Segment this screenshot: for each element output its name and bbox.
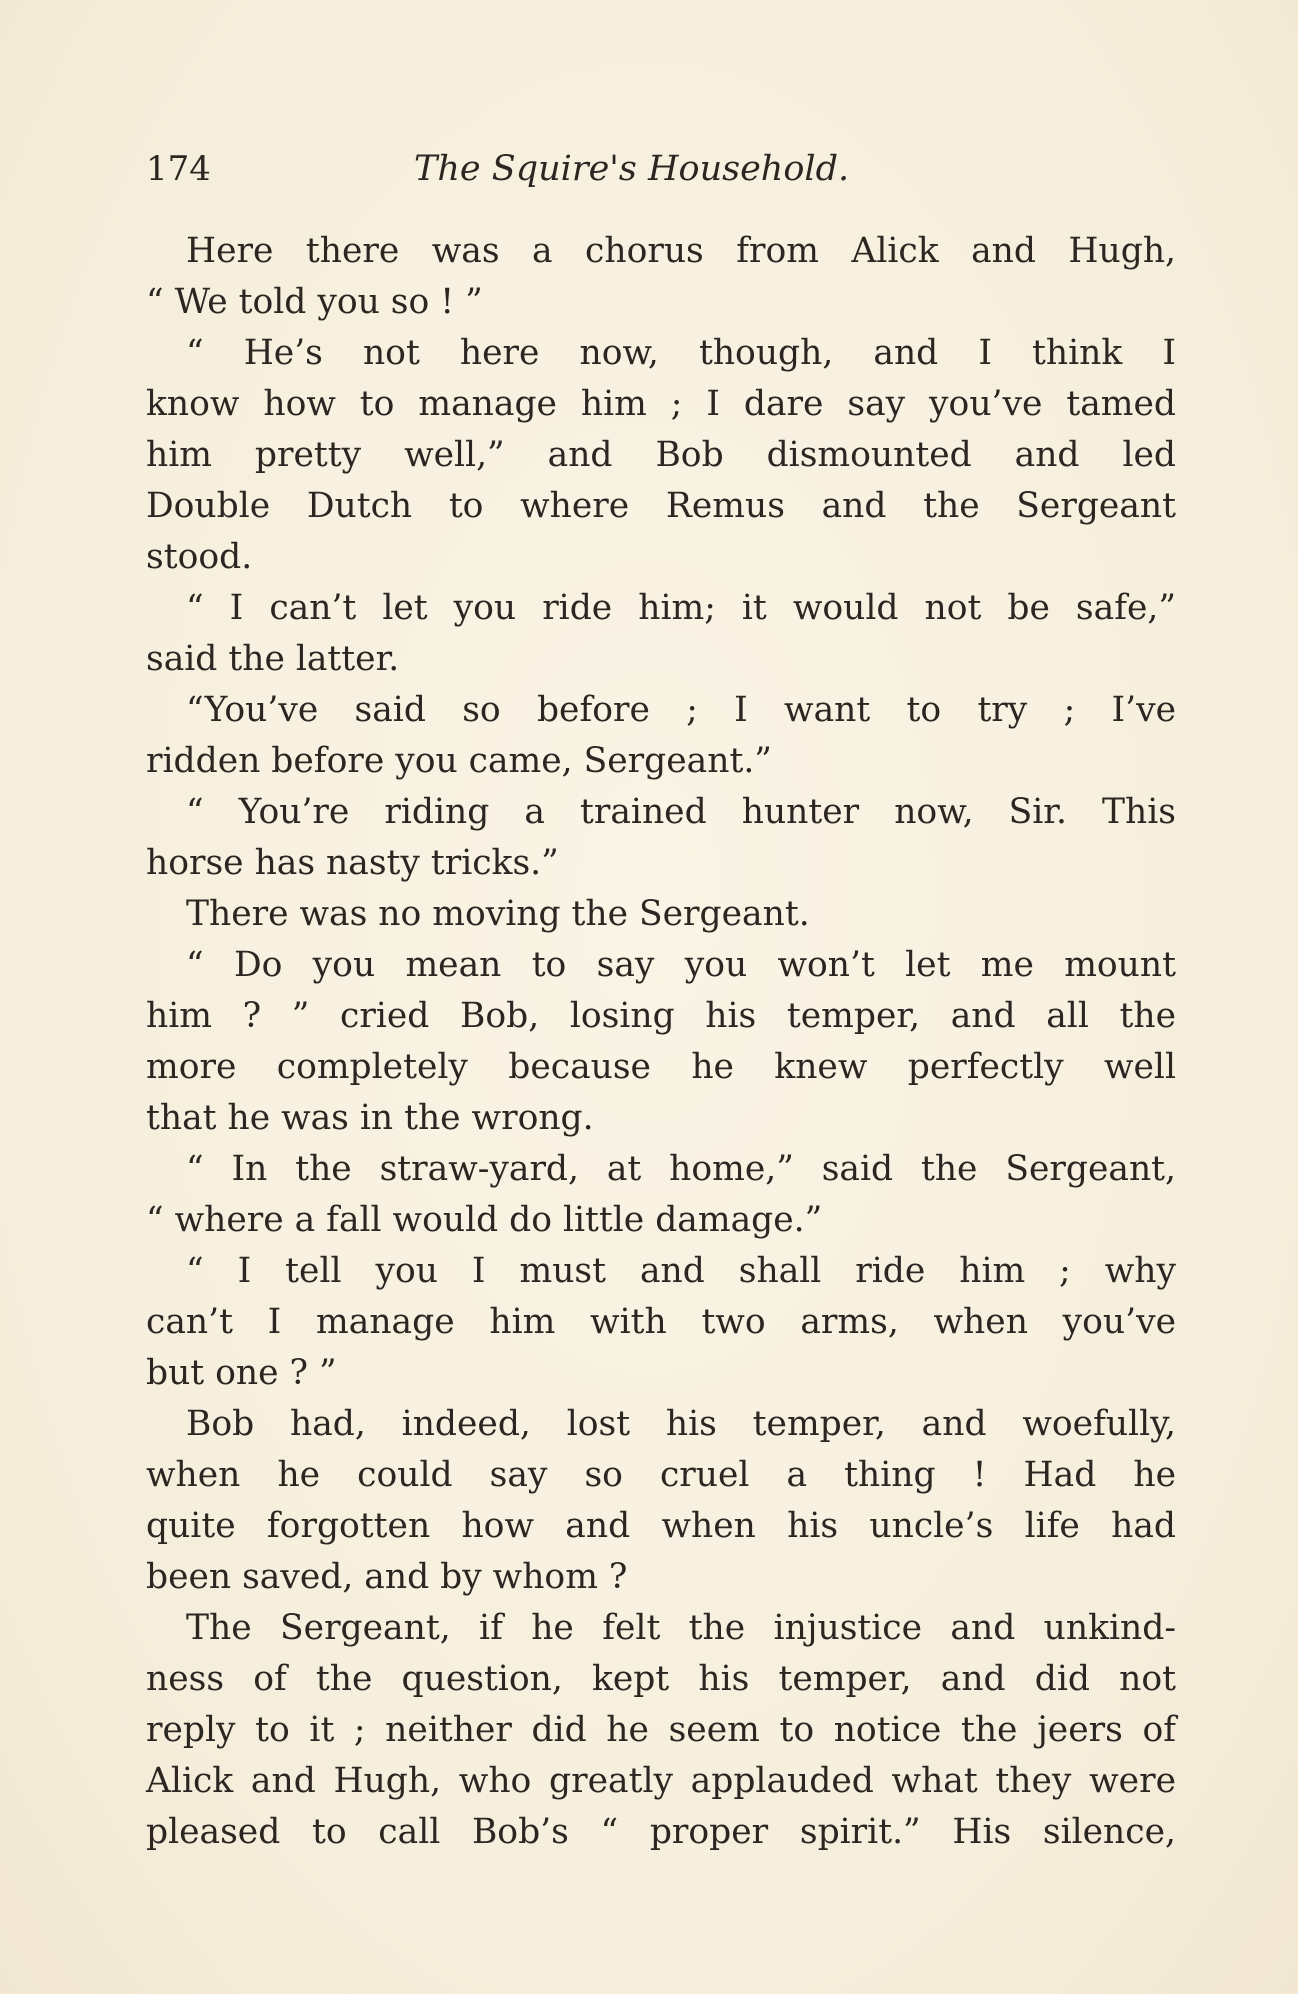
text-line: “You’ve said so before ; I want to try ; I’ve: [186, 690, 1176, 730]
text-line: ness of the question, kept his temper, and did not: [146, 1659, 1176, 1699]
text-line: Alick and Hugh, who greatly applauded what they were: [146, 1761, 1176, 1801]
running-title: The Squire's Household.: [414, 149, 850, 189]
text-line: quite forgotten how and when his uncle’s life had: [146, 1506, 1176, 1546]
text-line: him ? ” cried Bob, losing his temper, and all the: [146, 996, 1176, 1036]
text-line: said the latter.: [146, 639, 400, 679]
text-line: “ You’re riding a trained hunter now, Sir. This: [186, 792, 1176, 832]
text-line: “ He’s not here now, though, and I think I: [186, 333, 1176, 373]
text-line: horse has nasty tricks.”: [146, 843, 559, 883]
page-number: 174: [146, 149, 211, 189]
body-text: [146, 226, 1176, 1858]
page-header: [146, 142, 1176, 196]
text-line: can’t I manage him with two arms, when you’ve: [146, 1302, 1176, 1342]
text-line: reply to it ; neither did he seem to notice the jeers of: [146, 1710, 1176, 1750]
text-line: “ I can’t let you ride him; it would not be safe,”: [186, 588, 1176, 628]
text-line: “ We told you so ! ”: [146, 282, 483, 322]
text-line: stood.: [146, 537, 253, 577]
text-line: Bob had, indeed, lost his temper, and woefully,: [186, 1404, 1176, 1444]
text-line: been saved, and by whom ?: [146, 1557, 628, 1597]
text-line: more completely because he knew perfectly well: [146, 1047, 1176, 1087]
text-line: ridden before you came, Sergeant.”: [146, 741, 772, 781]
text-line: pleased to call Bob’s “ proper spirit.” His silence,: [146, 1812, 1176, 1852]
text-line: but one ? ”: [146, 1353, 337, 1393]
text-line: know how to manage him ; I dare say you’ve tamed: [146, 384, 1176, 424]
text-line: “ I tell you I must and shall ride him ; why: [186, 1251, 1176, 1291]
text-line: when he could say so cruel a thing ! Had he: [146, 1455, 1176, 1495]
text-line: Double Dutch to where Remus and the Sergeant: [146, 486, 1176, 526]
text-line: that he was in the wrong.: [146, 1098, 594, 1138]
text-line: The Sergeant, if he felt the injustice and unkind-: [186, 1608, 1176, 1648]
text-line: There was no moving the Sergeant.: [186, 894, 810, 934]
text-line: “ Do you mean to say you won’t let me mount: [186, 945, 1176, 985]
text-line: him pretty well,” and Bob dismounted and led: [146, 435, 1176, 475]
text-line: Here there was a chorus from Alick and Hugh,: [186, 231, 1176, 271]
text-line: “ where a fall would do little damage.”: [146, 1200, 823, 1240]
text-line: “ In the straw-yard, at home,” said the Sergeant,: [186, 1149, 1176, 1189]
